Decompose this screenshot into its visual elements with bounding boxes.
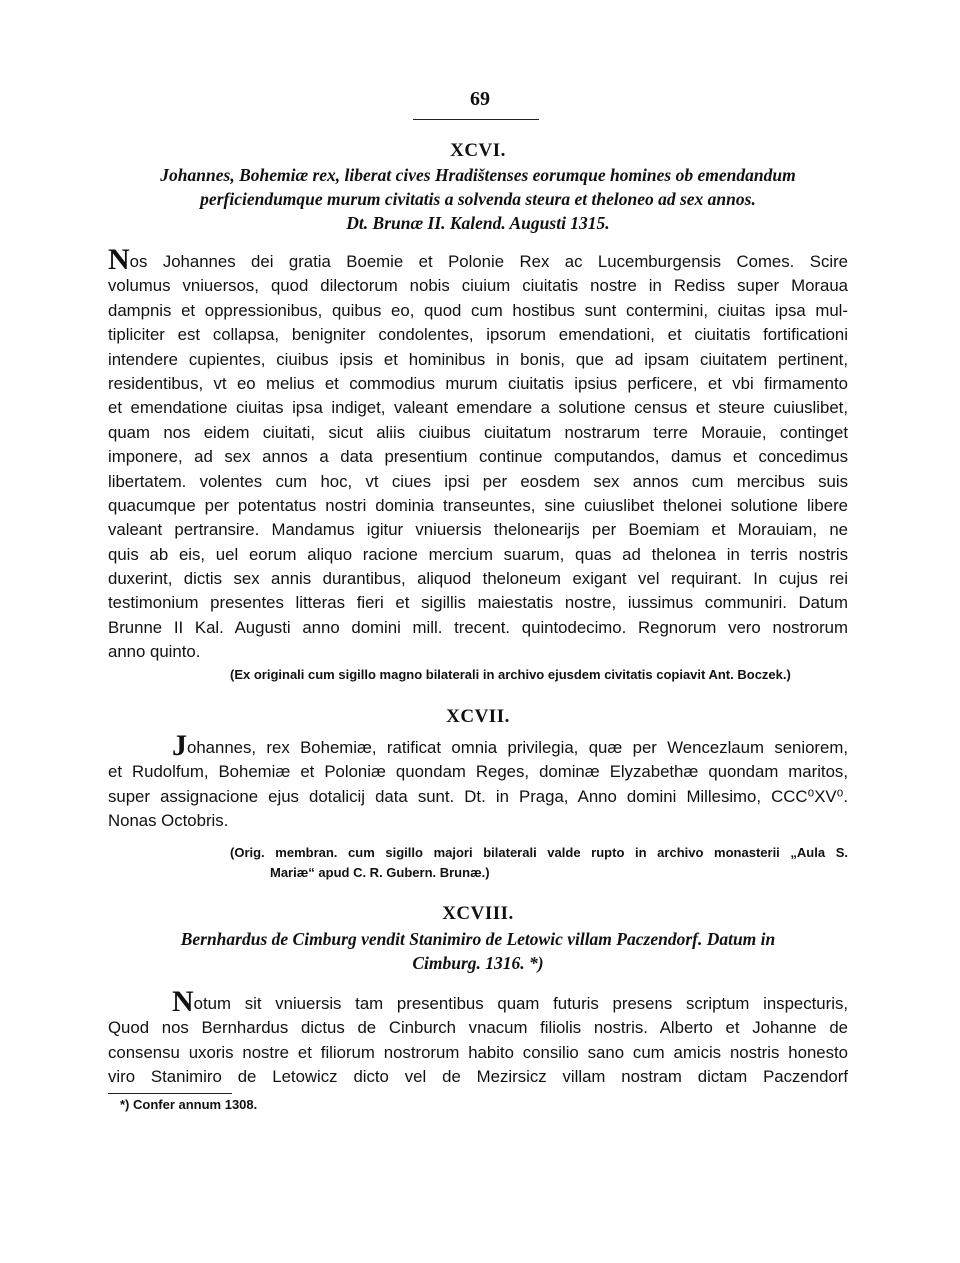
text-line-content: os Johannes dei gratia Boemie et Polonie Rex ac Lucemburgensis Comes. Scire (129, 252, 848, 271)
text-line: duxerint, dictis sex annis durantibus, aliquod theloneum exigant vel requirant. In cujus rei (108, 569, 848, 589)
charter-number-xcvii: XCVII. (446, 706, 510, 727)
source-note-xcvii (230, 843, 848, 883)
text-line: super assignacione ejus dotalicij data sunt. Dt. in Praga, Anno domini Millesimo, CCC⁰XV⁰. (108, 786, 848, 806)
footnote: *) Confer annum 1308. (120, 1097, 258, 1112)
text-line: quam nos eidem ciuitati, sicut aliis ciuibus ciuitatum nostrarum terre Morauie, continget (108, 422, 848, 442)
text-line: libertatem. volentes cum hoc, vt ciues ipsi per eosdem sex annos cum mercibus suis (108, 471, 848, 491)
text-line: quis ab eis, uel eorum aliquo racione mercium suarum, quas ad thelonea in terris nostris (108, 544, 848, 564)
text-line: consensu uxoris nostre et filiorum nostrorum habito consilio sano cum amicis nostris honesto (108, 1042, 848, 1062)
text-line: residentibus, vt eo melius et commodius murum ciuitatis ipsius perficere, et vbi firmamento (108, 373, 848, 393)
charter-text-xcvii (108, 729, 848, 834)
text-line (108, 985, 848, 1018)
source-line: (Ex originali cum sigillo magno bilaterali in archivo ejusdem civitatis copiavit Ant. Boczek.) (230, 667, 791, 682)
text-line: tipliciter est collapsa, benigniter condolentes, ipsorum emendationi, et ciuitatis fortificationi (108, 325, 848, 345)
regest-line: Johannes, Bohemiæ rex, liberat cives Hradištenses eorumque homines ob emendandum (160, 165, 796, 185)
text-line: imponere, ad sex annos a data presentium continue computandos, damus et concedimus (108, 447, 848, 467)
text-line-content: otum sit vniuersis tam presentibus quam futuris presens scriptum inspecturis, (193, 994, 848, 1013)
charter-text-xcvi (108, 243, 848, 665)
text-line-content: ohannes, rex Bohemiæ, ratificat omnia privilegia, quæ per Wencezlaum seniorem, (187, 738, 848, 757)
charter-regest-xcviii (108, 927, 848, 975)
text-line: Brunne II Kal. Augusti anno domini mill. trecent. quintodecimo. Regnorum vero nostrorum (108, 617, 848, 637)
text-line: valeant pertransire. Mandamus igitur vniuersis thelonearijs per Boemiam et Morauiam, ne (108, 520, 848, 540)
source-line: (Orig. membran. cum sigillo majori bilaterali valde rupto in archivo monasterii „Aula S. (230, 845, 848, 860)
regest-line: Cimburg. 1316. *) (412, 953, 544, 973)
text-line: quacumque per potentatus nostri dominia transeuntes, sine cuiuslibet thelonei solutione libere (108, 495, 848, 515)
page-number: 69 (470, 88, 490, 110)
charter-text-xcviii (108, 985, 848, 1090)
text-line (108, 243, 848, 276)
source-note-xcvi (230, 665, 848, 685)
text-line: dampnis et oppressionibus, quibus eo, quod cum hostibus sunt contermini, ciuitas ipsa mul- (108, 300, 848, 320)
initial-letter: J (172, 729, 187, 762)
charter-number-xcvi: XCVI. (450, 140, 506, 161)
initial-letter: N (172, 985, 194, 1018)
initial-letter: N (108, 243, 130, 276)
text-line: volumus vniuersos, quod dilectorum nobis ciuium ciuitatis nostre in Rediss super Moraua (108, 276, 848, 296)
regest-line: Bernhardus de Cimburg vendit Stanimiro de Letowic villam Paczendorf. Datum in (180, 929, 776, 949)
text-line: Quod nos Bernhardus dictus de Cinburch vnacum filiolis nostris. Alberto et Johanne de (108, 1018, 848, 1038)
regest-line: perficiendumque murum civitatis a solvenda steura et theloneo ad sex annos. (200, 189, 756, 209)
text-line: et Rudolfum, Bohemiæ et Poloniæ quondam Reges, dominæ Elyzabethæ quondam maritos, (108, 762, 848, 782)
text-line (108, 729, 848, 762)
source-line: Mariæ“ apud C. R. Gubern. Brunæ.) (270, 865, 490, 880)
text-line: et emendatione ciuitas ipsa indiget, valeant emendare a solutione census et steure cuiuslibet, (108, 398, 848, 418)
charter-regest-xcvi (108, 163, 848, 235)
footnote-rule (108, 1093, 232, 1094)
text-line: testimonium presentes litteras fieri et sigillis maiestatis nostre, iussimus communiri. Datum (108, 593, 848, 613)
text-line: viro Stanimiro de Letowicz dicto vel de Mezirsicz villam nostram dictam Paczendorf (108, 1067, 848, 1087)
text-line: Nonas Octobris. (108, 811, 229, 831)
text-line: anno quinto. (108, 642, 201, 662)
regest-line: Dt. Brunæ II. Kalend. Augusti 1315. (346, 213, 610, 233)
text-line: intendere cupientes, ciuibus ipsis et hominibus in bonis, que ad ipsam ciuitatem pertinent, (108, 349, 848, 369)
charter-number-xcviii: XCVIII. (442, 903, 514, 924)
page-number-rule (413, 119, 539, 120)
